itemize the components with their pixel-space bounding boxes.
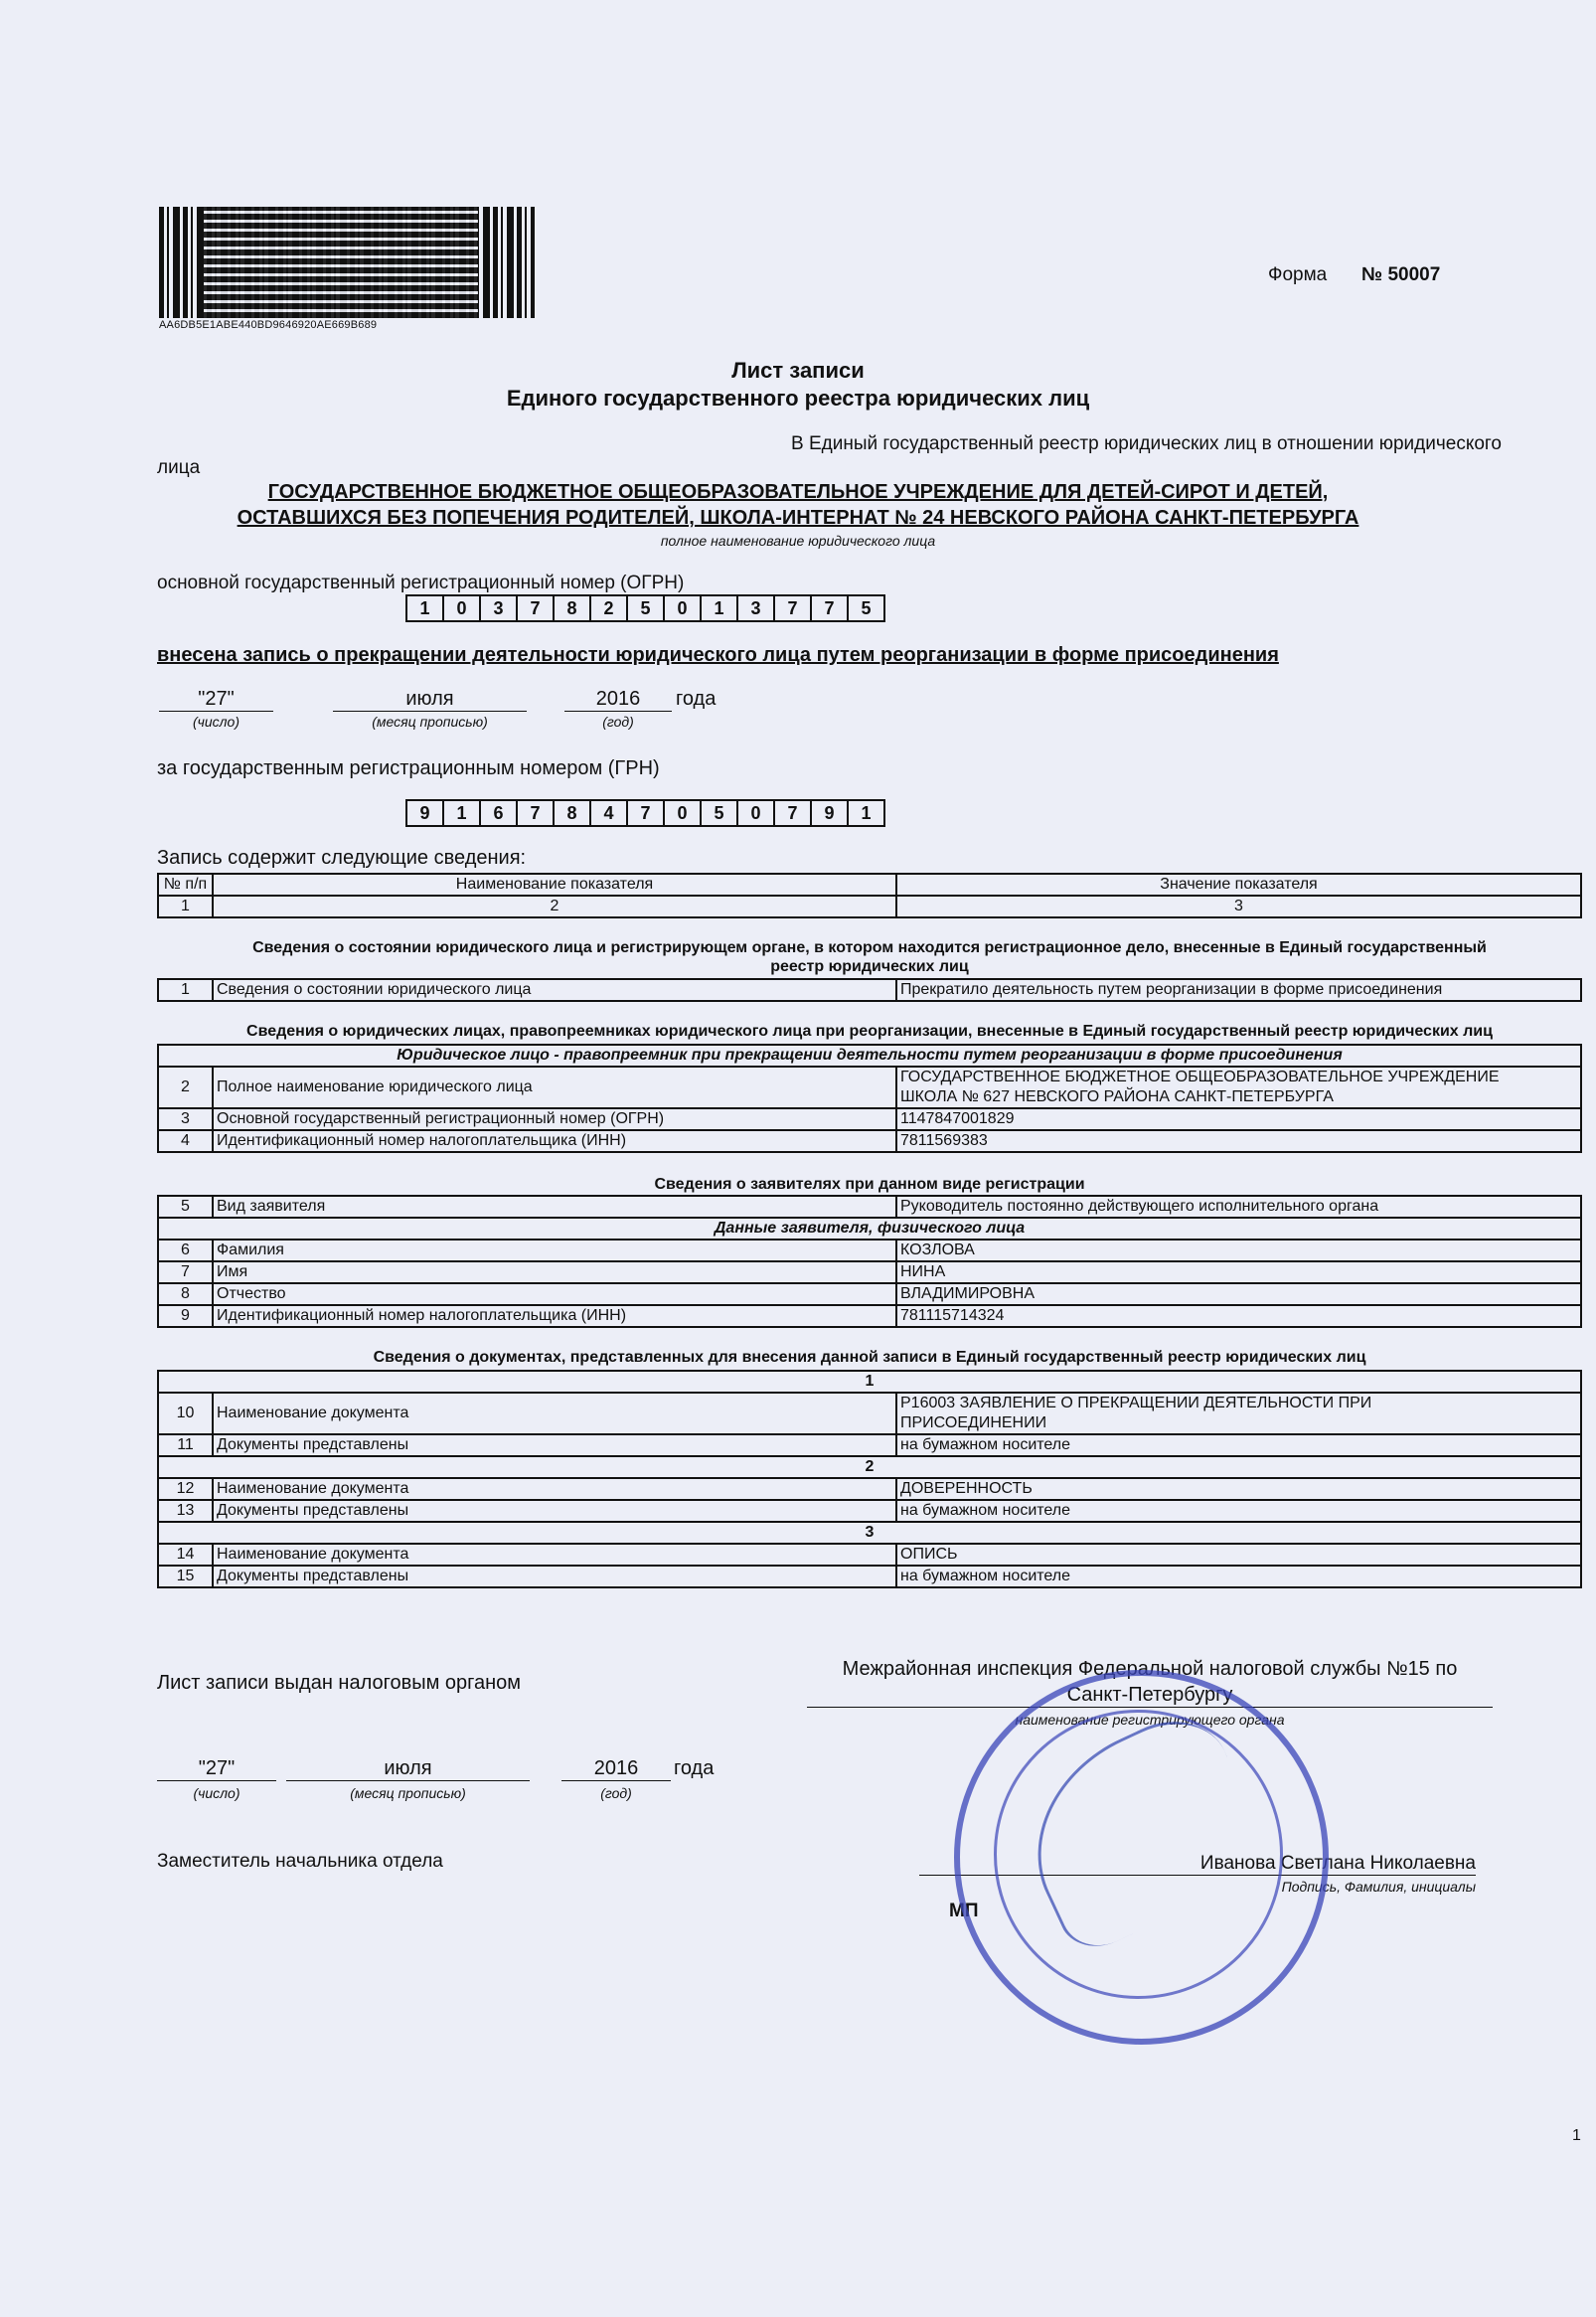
- page-number: 1: [1572, 2127, 1581, 2144]
- date2-suffix: года: [674, 1757, 715, 1779]
- doc-group-2: 2: [158, 1456, 1581, 1478]
- table-row: [158, 979, 1581, 1001]
- section1-title-cont: реестр юридических лиц: [770, 958, 969, 975]
- document-subtitle: Единого государственного реестра юридических лиц: [506, 386, 1090, 411]
- grn-cells: [407, 799, 885, 827]
- table-row: [158, 1566, 1581, 1587]
- grn-digit: 6: [479, 799, 518, 827]
- date2-month-caption: (месяц прописью): [350, 1785, 466, 1801]
- row-number: 6: [158, 1240, 213, 1261]
- row-number: 7: [158, 1261, 213, 1283]
- row-name: Документы представлены: [213, 1434, 896, 1456]
- section2-table: [157, 1044, 1582, 1153]
- row-name: Наименование документа: [213, 1478, 896, 1500]
- row-name: Отчество: [213, 1283, 896, 1305]
- table-row: [158, 1478, 1581, 1500]
- header-col-name: Наименование показателя: [213, 874, 896, 896]
- date2-year-caption: (год): [600, 1785, 632, 1801]
- grn-digit: 8: [553, 799, 591, 827]
- date2-day: "27": [157, 1757, 276, 1781]
- date1-month-caption: (месяц прописью): [372, 714, 488, 730]
- entry-text: внесена запись о прекращении деятельности юридического лица путем реорганизации в форме присоединения: [157, 644, 1279, 666]
- ogrn-digit: 3: [479, 594, 518, 622]
- ogrn-digit: 1: [405, 594, 444, 622]
- row-number: 13: [158, 1500, 213, 1522]
- issuer-org-caption: наименование регистрирующего органа: [1015, 1712, 1285, 1728]
- row-name: Фамилия: [213, 1240, 896, 1261]
- table-row: [158, 1393, 1581, 1434]
- section3-subtitle: Данные заявителя, физического лица: [158, 1218, 1581, 1240]
- ogrn-digit: 7: [810, 594, 849, 622]
- issuer-org-line1: Межрайонная инспекция Федеральной налоговой службы №15 по: [842, 1658, 1458, 1680]
- grn-digit: 7: [516, 799, 555, 827]
- header-num-3: 3: [896, 896, 1581, 917]
- row-name: Сведения о состоянии юридического лица: [213, 979, 896, 1001]
- org-name-line1: ГОСУДАРСТВЕННОЕ БЮДЖЕТНОЕ ОБЩЕОБРАЗОВАТЕЛЬНОЕ УЧРЕЖДЕНИЕ ДЛЯ ДЕТЕЙ-СИРОТ И ДЕТЕЙ,: [267, 481, 1329, 503]
- grn-digit: 7: [626, 799, 665, 827]
- row-number: 14: [158, 1544, 213, 1566]
- date2-month: июля: [286, 1757, 530, 1781]
- grn-digit: 1: [442, 799, 481, 827]
- ogrn-digit: 2: [589, 594, 628, 622]
- row-name: Основной государственный регистрационный номер (ОГРН): [213, 1108, 896, 1130]
- row-value: [896, 1393, 1581, 1434]
- document-title: Лист записи: [731, 358, 865, 383]
- row-value: Прекратило деятельность путем реорганизации в форме присоединения: [896, 979, 1581, 1001]
- row-number: 15: [158, 1566, 213, 1587]
- grn-digit: 4: [589, 799, 628, 827]
- row-name: Идентификационный номер налогоплательщика (ИНН): [213, 1305, 896, 1327]
- row-number: 10: [158, 1393, 213, 1434]
- signer-name: Иванова Светлана Николаевна: [919, 1853, 1476, 1876]
- table-row: [158, 1108, 1581, 1130]
- grn-digit: 0: [736, 799, 775, 827]
- header-col-no: № п/п: [158, 874, 213, 896]
- signer-caption: Подпись, Фамилия, инициалы: [1281, 1879, 1476, 1895]
- table-row: [158, 1544, 1581, 1566]
- row-value: на бумажном носителе: [896, 1566, 1581, 1587]
- form-label: Форма: [1268, 264, 1328, 285]
- row-value-line1: ГОСУДАРСТВЕННОЕ БЮДЖЕТНОЕ ОБЩЕОБРАЗОВАТЕЛЬНОЕ УЧРЕЖДЕНИЕ: [900, 1069, 1500, 1085]
- ogrn-label: основной государственный регистрационный номер (ОГРН): [157, 573, 685, 593]
- section4-title: Сведения о документах, представленных для внесения данной записи в Единый государственный реестр юридических лиц: [373, 1349, 1366, 1366]
- section4-table: [157, 1370, 1582, 1588]
- mp-label: МП: [949, 1901, 979, 1921]
- section3-title: Сведения о заявителях при данном виде регистрации: [654, 1176, 1085, 1193]
- row-number: 2: [158, 1067, 213, 1108]
- row-value: НИНА: [896, 1261, 1581, 1283]
- row-value: ДОВЕРЕННОСТЬ: [896, 1478, 1581, 1500]
- row-name: Полное наименование юридического лица: [213, 1067, 896, 1108]
- records-label: Запись содержит следующие сведения:: [157, 847, 527, 869]
- grn-digit: 9: [810, 799, 849, 827]
- row-value: [896, 1067, 1581, 1108]
- form-number: № 50007: [1361, 264, 1441, 285]
- row-number: 5: [158, 1196, 213, 1218]
- row-value-line2: ПРИСОЕДИНЕНИИ: [900, 1414, 1047, 1431]
- issuer-org-line2: Санкт-Петербургу: [807, 1684, 1493, 1708]
- grn-digit: 7: [773, 799, 812, 827]
- row-value-line1: Р16003 ЗАЯВЛЕНИЕ О ПРЕКРАЩЕНИИ ДЕЯТЕЛЬНОСТИ ПРИ: [900, 1395, 1372, 1411]
- grn-digit: 5: [700, 799, 738, 827]
- ogrn-digit: 7: [773, 594, 812, 622]
- row-value: на бумажном носителе: [896, 1500, 1581, 1522]
- row-name: Наименование документа: [213, 1393, 896, 1434]
- row-name: Вид заявителя: [213, 1196, 896, 1218]
- ogrn-digit: 0: [442, 594, 481, 622]
- intro-text: В Единый государственный реестр юридических лиц в отношении юридического: [791, 433, 1502, 454]
- table-row: [158, 1067, 1581, 1108]
- row-number: 4: [158, 1130, 213, 1152]
- row-value: 7811569383: [896, 1130, 1581, 1152]
- row-value: КОЗЛОВА: [896, 1240, 1581, 1261]
- section2-title: Сведения о юридических лицах, правопреемниках юридического лица при реорганизации, внесенные в Единый государственный реестр юридических лиц: [246, 1023, 1493, 1040]
- header-col-value: Значение показателя: [896, 874, 1581, 896]
- row-name: Документы представлены: [213, 1500, 896, 1522]
- header-num-1: 1: [158, 896, 213, 917]
- date2-day-caption: (число): [193, 1785, 240, 1801]
- intro-text-cont: лица: [157, 457, 201, 478]
- row-number: 12: [158, 1478, 213, 1500]
- date1-suffix: года: [676, 688, 717, 710]
- row-name: Имя: [213, 1261, 896, 1283]
- ogrn-digit: 7: [516, 594, 555, 622]
- ogrn-digit: 0: [663, 594, 702, 622]
- date1-month: июля: [333, 688, 527, 712]
- grn-label: за государственным регистрационным номером (ГРН): [157, 757, 660, 779]
- table-row: [158, 1434, 1581, 1456]
- table-row: [158, 1240, 1581, 1261]
- barcode-text: AA6DB5E1ABE440BD9646920AE669B689: [159, 319, 378, 331]
- row-value: ОПИСЬ: [896, 1544, 1581, 1566]
- date1-year: 2016: [564, 688, 672, 712]
- header-table: [157, 873, 1582, 918]
- row-number: 3: [158, 1108, 213, 1130]
- signer-position: Заместитель начальника отдела: [157, 1851, 443, 1872]
- row-value: на бумажном носителе: [896, 1434, 1581, 1456]
- row-name: Наименование документа: [213, 1544, 896, 1566]
- row-name: Документы представлены: [213, 1566, 896, 1587]
- section1-table: [157, 978, 1582, 1002]
- table-row: [158, 1130, 1581, 1152]
- row-name: Идентификационный номер налогоплательщика (ИНН): [213, 1130, 896, 1152]
- row-value-line2: ШКОЛА № 627 НЕВСКОГО РАЙОНА САНКТ-ПЕТЕРБУРГА: [900, 1088, 1334, 1105]
- ogrn-digit: 3: [736, 594, 775, 622]
- row-number: 9: [158, 1305, 213, 1327]
- ogrn-digit: 5: [847, 594, 885, 622]
- ogrn-digit: 1: [700, 594, 738, 622]
- date1-day: "27": [159, 688, 273, 712]
- table-row: [158, 1305, 1581, 1327]
- row-value: 1147847001829: [896, 1108, 1581, 1130]
- doc-group-1: 1: [158, 1371, 1581, 1393]
- grn-digit: 9: [405, 799, 444, 827]
- date1-year-caption: (год): [602, 714, 634, 730]
- row-value: ВЛАДИМИРОВНА: [896, 1283, 1581, 1305]
- section1-title: Сведения о состоянии юридического лица и регистрирующем органе, в котором находится регистрационное дело, внесенные в Единый государственный: [252, 939, 1487, 956]
- row-number: 1: [158, 979, 213, 1001]
- issued-label: Лист записи выдан налоговым органом: [157, 1672, 522, 1694]
- date1-day-caption: (число): [192, 714, 240, 730]
- grn-digit: 0: [663, 799, 702, 827]
- row-number: 11: [158, 1434, 213, 1456]
- row-value: Руководитель постоянно действующего исполнительного органа: [896, 1196, 1581, 1218]
- org-name-caption: полное наименование юридического лица: [660, 533, 936, 549]
- date2-year: 2016: [561, 1757, 671, 1781]
- doc-group-3: 3: [158, 1522, 1581, 1544]
- row-number: 8: [158, 1283, 213, 1305]
- org-name-line2: ОСТАВШИХСЯ БЕЗ ПОПЕЧЕНИЯ РОДИТЕЛЕЙ, ШКОЛА-ИНТЕРНАТ № 24 НЕВСКОГО РАЙОНА САНКТ-ПЕТЕРБУРГА: [237, 507, 1359, 529]
- grn-digit: 1: [847, 799, 885, 827]
- table-row: [158, 1261, 1581, 1283]
- table-row: [158, 1283, 1581, 1305]
- header-num-2: 2: [213, 896, 896, 917]
- row-value: 781115714324: [896, 1305, 1581, 1327]
- table-row: [158, 1500, 1581, 1522]
- ogrn-cells: [407, 594, 885, 622]
- ogrn-digit: 8: [553, 594, 591, 622]
- table-row: [158, 1196, 1581, 1218]
- barcode-pattern: [204, 207, 478, 318]
- section2-subtitle: Юридическое лицо - правопреемник при прекращении деятельности путем реорганизации в форме присоединения: [158, 1045, 1581, 1067]
- section3-table: [157, 1195, 1582, 1328]
- ogrn-digit: 5: [626, 594, 665, 622]
